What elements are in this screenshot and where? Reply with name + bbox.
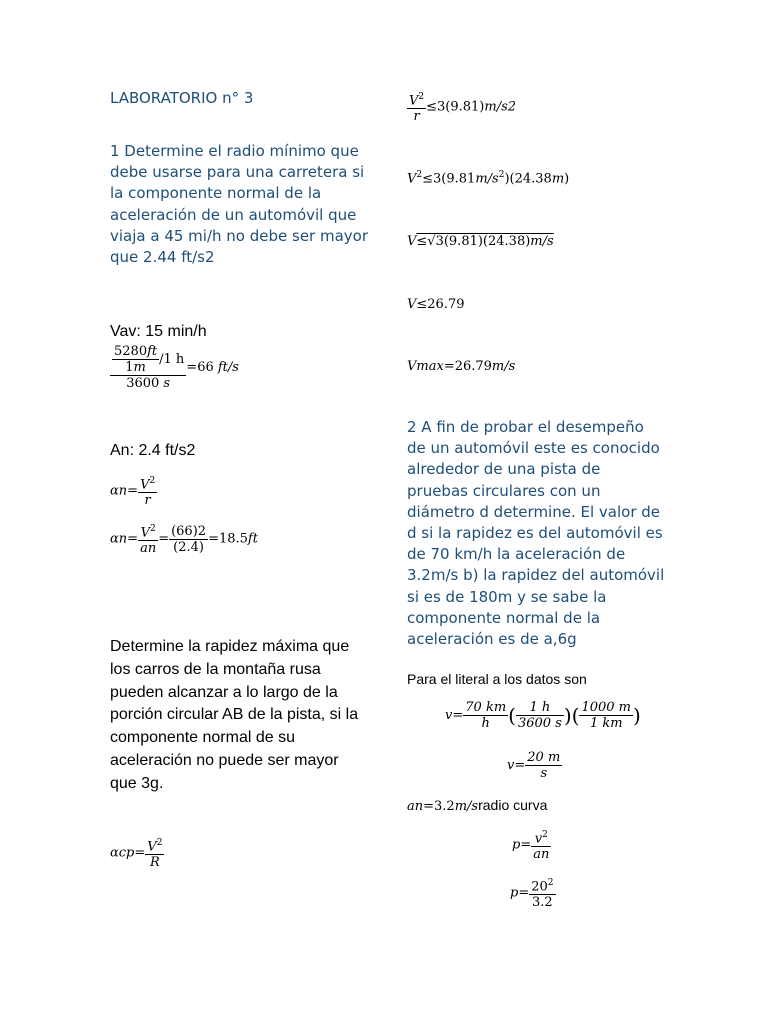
literal-a-label: Para el literal a los datos son: [407, 671, 587, 687]
radius-substitution: p= $\frac{20^2}{3.2}$: [510, 878, 554, 911]
velocity-conversion: v= $\frac{70 km}{h}$ ( $\frac{1 h}{3600 s}$ )( $\frac{1000 m}{1 km}$ ): [445, 700, 641, 731]
max-velocity-result: Vmax=26.79m/s: [407, 359, 516, 374]
inequality-4: V≤26.79: [407, 297, 465, 312]
vav-label: Vav: 15 min/h: [110, 323, 207, 340]
document-title: LABORATORIO n° 3: [110, 89, 254, 107]
velocity-result: v= $\frac{20 m}{s}$: [507, 750, 561, 781]
problem-1-statement: 1 Determine el radio mínimo que debe usarse para una carretera si la componente normal de la aceleración de un automóvil que viaja a 45 mi/h no debe ser mayor que 2.44 ft/s2: [110, 142, 369, 267]
inequality-1: $\frac{V^2}{r}$ ≤3(9.81)m/s2: [409, 92, 517, 125]
centripetal-acceleration-formula: αcp= $\frac{V^2}{R}$: [110, 838, 163, 871]
inequality-2: $V^2\le 3(9.81m/s^2)(24.38m)$: [407, 170, 570, 187]
radius-calculation: αn= $\frac{V^2}{an}$ = $\frac{(66)2}{(2.4)}$ =18.5ft: [110, 523, 258, 557]
acceleration-radius-line: an=3.2m/sradio curva: [407, 797, 548, 814]
radius-formula: p= $\frac{v^2}{an}$: [512, 830, 550, 863]
unit-conversion-equation: $\frac{5280ft}{1m}$ /1 h 3600 s =66 ft/s: [110, 344, 239, 391]
inequality-3: V≤√3(9.81)(24.38)m/s: [407, 234, 554, 249]
an-label: An: 2.4 ft/s2: [110, 442, 196, 459]
problem-2-statement: Determine la rapidez máxima que los carros de la montaña rusa pueden alcanzar a lo largo de la porción circular AB de la pista, si la componente normal de su aceleración no puede ser mayor que 3g.: [110, 638, 359, 792]
problem-3-statement: 2 A fin de probar el desempeño de un automóvil este es conocido alrededor de una pista de pruebas circulares con un diámetro d determine. El valor de d si la rapidez es del automóvil es de 70 km/h la aceleración de 3.2m/s b) la rapidez del automóvil si es de 180m y se sabe la componente normal de la aceleración es de a,6g: [407, 418, 665, 649]
normal-acceleration-formula: αn= $\frac{V^2}{r}$: [110, 476, 156, 509]
